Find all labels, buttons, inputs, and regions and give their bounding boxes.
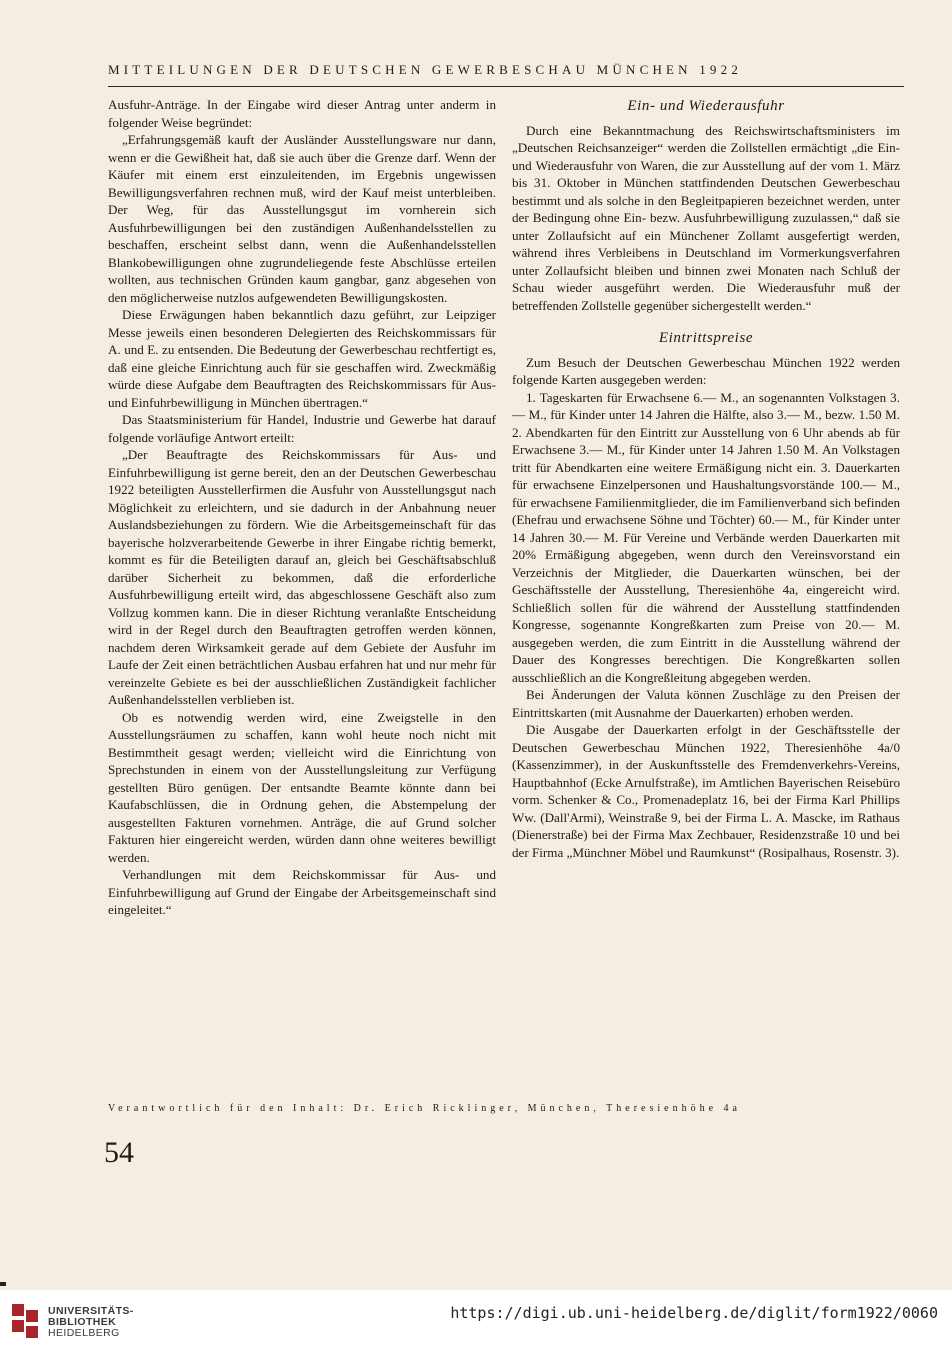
library-name[interactable] [48, 1306, 134, 1339]
left-column [108, 96, 496, 919]
page-number: 54 [104, 1136, 134, 1169]
paragraph: Ob es notwendig werden wird, eine Zweigstelle in den Ausstellungsräumen zu schaffen, kann wohl heute noch nicht mit Bestimmtheit gesagt werden; vielleicht wird die Einrichtung von Sprechstunden in einem von der Ausstellungsleitung zur Verfügung gestellten Büro genügen. Der entsandte Beamte könnte dann bei Kaufabschlüssen, die in Ordnung gehen, die Abstempelung der ausgestellten Fakturen vornehmen. Anträge, die auf Grund solcher Fakturen hier eingereicht werden, würden dann ohne weiteres bewilligt werden. [108, 709, 496, 865]
paragraph: Bei Änderungen der Valuta können Zuschläge zu den Preisen der Eintrittskarten (mit Ausnahme der Dauerkarten) erhoben werden. [512, 687, 900, 720]
paragraph: Ausfuhr-Anträge. In der Eingabe wird dieser Antrag unter anderm in folgender Weise begründet: [108, 97, 496, 130]
paragraph: Verhandlungen mit dem Reichskommissar für Aus- und Einfuhrbewilligung auf Grund der Eingabe der Arbeitsgemeinschaft sind eingeleitet.“ [108, 867, 496, 917]
section-title-ein-und-wiederausfuhr: Ein- und Wiederausfuhr [627, 98, 785, 114]
running-header: MITTEILUNGEN DER DEUTSCHEN GEWERBESCHAU MÜNCHEN 1922 [108, 62, 743, 77]
library-name-line: HEIDELBERG [48, 1327, 120, 1339]
permalink-url[interactable]: https://digi.ub.uni-heidelberg.de/diglit/form1922/0060 [450, 1304, 938, 1322]
header-rule [108, 86, 904, 87]
paragraph: „Der Beauftragte des Reichskommissars für Aus- und Einfuhrbewilligung ist gerne bereit, den an der Deutschen Gewerbeschau 1922 beteiligten Ausstellerfirmen die Ausfuhr von Ausstellungsgut nach Möglichkeit zu erleichtern, und sie dadurch in der Anbahnung neuer Auslandsbeziehungen zu fördern. Wie die Arbeitsgemeinschaft für das bayerische holzverarbeitende Gewerbe in ihrer Eingabe richtig bemerkt, kommt es für die Beteiligten darauf an, gleich bei Geschäftsabschluß darüber Sicherheit zu bekommen, daß die erforderliche Ausfuhrbewilligung erteilt wird, das abgeschlossene Geschäft also zum Vollzug kommen kann. Die in dieser Richtung veranlaßte Entscheidung wird in der Regel durch den Beauftragten getroffen werden können, nachdem deren Wirksamkeit gerade auf dem Gebiete der Ausfuhr im Laufe der Zeit einen beträchtlichen Ausbau erfahren hat und nur mehr für vereinzelte Gebiete es bei der ausschließlichen Zuständigkeit fachlicher Außenhandelsstellen verblieben ist. [108, 447, 496, 707]
paragraph: Diese Erwägungen haben bekanntlich dazu geführt, zur Leipziger Messe jeweils einen besonderen Delegierten des Reichskommissars für A. und E. zu entsenden. Die Bedeutung der Gewerbeschau rechtfertigt es, daß eine gleiche Einrichtung auch für sie geschaffen wird. Zweckmäßig würde diese Aufgabe dem Beauftragten des Reichskommissars für Aus- und Einfuhrbewilligung in München übertragen.“ [108, 307, 496, 410]
responsible-footer: Verantwortlich für den Inhalt: Dr. Erich Ricklinger, München, Theresienhöhe 4a [108, 1103, 741, 1114]
viewer-footer [0, 1290, 952, 1364]
right-column [512, 96, 900, 861]
section-title-eintrittspreise: Eintrittspreise [658, 330, 754, 346]
scan-corner-marker [0, 1282, 6, 1286]
library-name-line: UNIVERSITÄTS- [48, 1305, 134, 1317]
library-logo-icon[interactable] [10, 1302, 42, 1342]
paragraph: „Erfahrungsgemäß kauft der Ausländer Ausstellungsware nur dann, wenn er die Gewißheit hat, daß sie auch über die Grenze darf. Wenn der Käufer mit einem erst einzuleitenden, im Ergebnis ungewissen Bewilligungsverfahren rechnen muß, wird der Kauf meist unterbleiben. Der Weg, für das Ausstellungsgut im vornherein sich Ausfuhrbewilligungen bei den zuständigen Außenhandelsstellen zu beschaffen, erscheint selbst dann, wenn die Außenhandelsstellen Blankobewilligungen ohne zugrundeliegende feste Abschlüsse erteilen wollten, aus technischen Gründen kaum gangbar, ganz abgesehen von den möglicherweise nutzlos aufgewendeten Bewilligungskosten. [108, 132, 496, 305]
paragraph: Durch eine Bekanntmachung des Reichswirtschaftsministers im „Deutschen Reichsanzeiger“ werden die Zollstellen ermächtigt „die Ein- und Wiederausfuhr von Waren, die zur Ausstellung auf der vom 1. März bis 31. Oktober in München stattfindenden Deutschen Gewerbeschau bestimmt und als solche in den Begleitpapieren bezeichnet werden, unter der Bedingung ohne Ein- bezw. Ausfuhrbewilligung zuzulassen,“ daß sie unter Zollaufsicht auf ein Münchener Zollamt ausgefertigt werden, während ihres Verbleibens in Deutschland im Vormerkungsverfahren unter Zollaufsicht bleiben und binnen zwei Monaten nach Schluß der Schau wieder ausgeführt werden. Die Wiederausfuhr muß der betreffenden Zollstelle gegenüber sichergestellt werden.“ [512, 122, 900, 313]
library-name-line: BIBLIOTHEK [48, 1316, 117, 1328]
paragraph: Zum Besuch der Deutschen Gewerbeschau München 1922 werden folgende Karten ausgegeben werden: [512, 354, 900, 387]
paragraph: Das Staatsministerium für Handel, Industrie und Gewerbe hat darauf folgende vorläufige Antwort erteilt: [108, 412, 496, 445]
paragraph: Die Ausgabe der Dauerkarten erfolgt in der Geschäftsstelle der Deutschen Gewerbeschau München 1922, Theresienhöhe 4a/0 (Kassenzimmer), in der Auskunftsstelle des Fremdenverkehrs-Vereins, Hauptbahnhof (Ecke Arnulfstraße), im Amtlichen Bayerischen Reisebüro vorm. Schenker & Co., Promenadeplatz 16, bei der Firma Karl Phillips Ww. (Dall'Armi), Weinstraße 9, bei der Firma L. A. Mascke, im Rathaus (Dienerstraße) bei der Firma Max Zechbauer, Residenzstraße 10 und bei der Firma „Münchner Möbel und Raumkunst“ (Rosipalhaus, Rosenstr. 3). [512, 722, 900, 860]
paragraph: 1. Tageskarten für Erwachsene 6.— M., an sogenannten Volkstagen 3.— M., für Kinder unter 14 Jahren die Hälfte, also 3.— M., bezw. 1.50 M. 2. Abendkarten für den Eintritt zur Ausstellung von 6 Uhr abends ab für Erwachsene 3.— M., für Kinder unter 14 Jahren 1.50 M. An Volkstagen tritt für Abendkarten eine weitere Ermäßigung nicht ein. 3. Dauerkarten für erwachsene Einzelpersonen und Haushaltungsvorstände 100.— M., für erwachsene Familienmitglieder, die im Familienverband sich befinden (Ehefrau und erwachsene Söhne und Töchter) 60.— M., für Kinder unter 14 Jahren 30.— M. Für Vereine und Verbände werden Dauerkarten mit 20% Ermäßigung abgegeben, wenn durch den Vereinsvorstand ein Verzeichnis der Mitglieder, die Dauerkarten wünschen, bei der Geschäftsstelle der Ausstellung, Theresienhöhe 4a, eingereicht wird. Schließlich sollen für die während der Ausstellung stattfindenden Kongresse, sogenannte Kongreßkarten zum Preise von 20.— M. ausgegeben werden, die zum Eintritt in die Ausstellung während der Dauer des Kongresses berechtigen. Die Kongreßkarten sollen ausschließlich an die Kongreßleitung abgegeben werden. [512, 389, 900, 685]
